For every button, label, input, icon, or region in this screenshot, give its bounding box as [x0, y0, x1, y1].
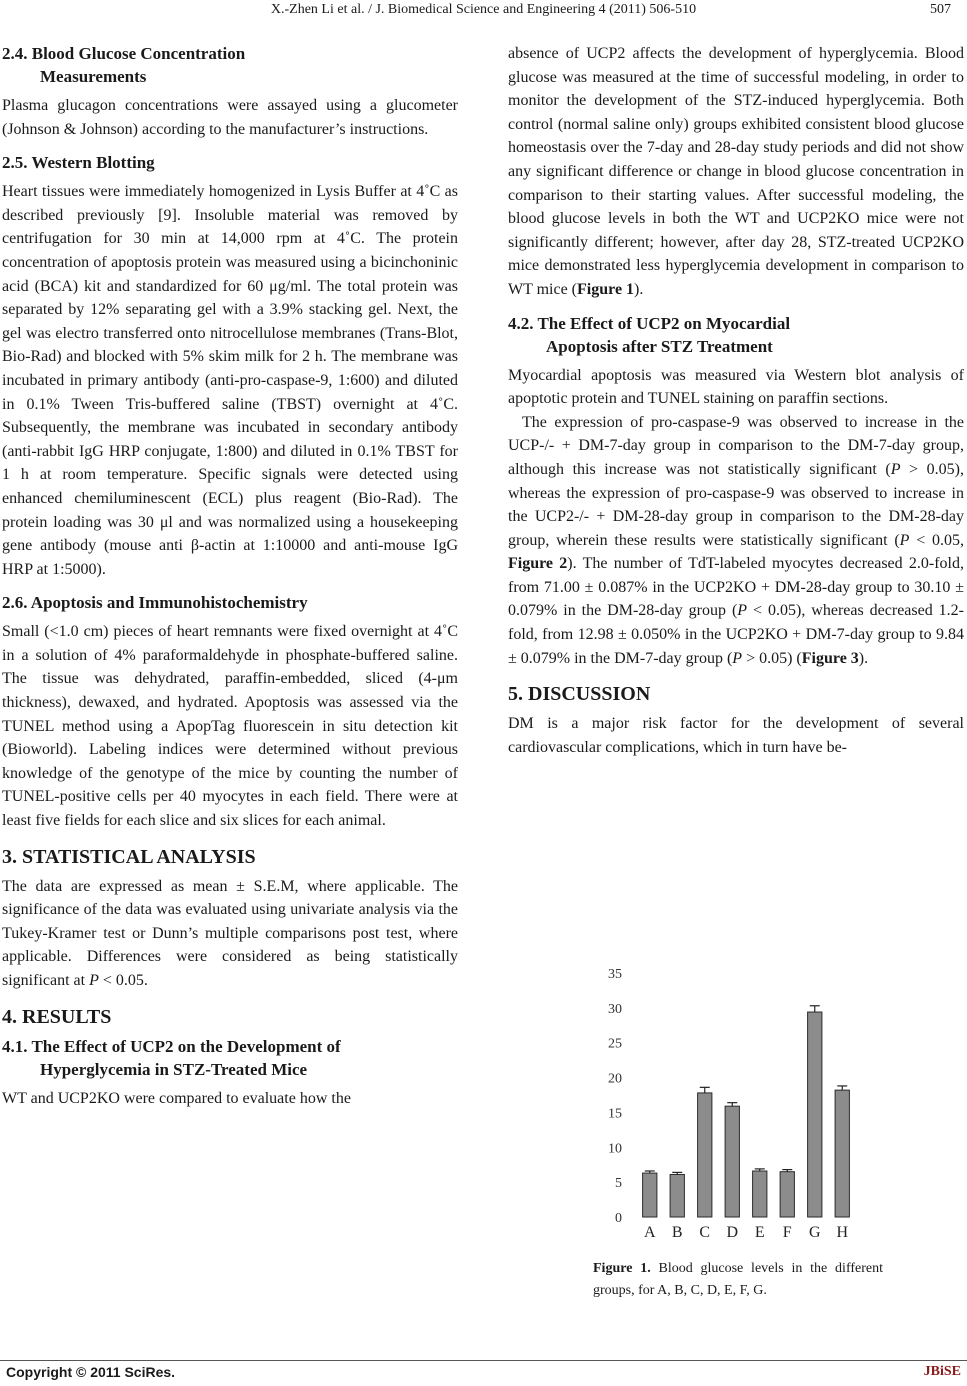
section-2-6-paragraph: Small (<1.0 cm) pieces of heart remnants were fixed overnight at 4˚C in a solution of 4% paraformaldehyde in phosphate-buffered saline. The tissue was dehydrated, paraffin-embedded, sliced (4-μm thickness), dewaxed, and hydrated. Apoptosis was assessed via the TUNEL method using a ApopTag fluorescein in situ detection kit (Bioworld). Labeling indices were determined without previous knowledge of the genotype of the mice by counting the number of TUNEL-positive cells per 40 myocytes in each field. There were at least five fields for each slice and six slices for each animal. — [2, 623, 458, 830]
section-2-5-heading: 2.5. Western Blotting — [2, 153, 155, 173]
right-column — [508, 42, 964, 759]
bar-A — [643, 1173, 657, 1217]
results-4-1-continued-paragraph: absence of UCP2 affects the development of hyperglycemia. Blood glucose was measured at the time of successful modeling, in order to monitor the development of the STZ-induced hyperglycemia. Both control (normal saline only) groups exhibited consistent blood glucose homeostasis over the 7-day and 28-day study periods and did not show any significant difference or change in blood glucose concentration in comparison to their starting values. After successful modeling, the blood glucose levels in both the WT and UCP2KO mice were not significantly different; however, after day 28, STZ-treated UCP2KO mice demonstrated less hyperglycemia development in comparison to WT mice (Figure 1). — [508, 45, 964, 298]
section-4-1-heading: 4.1. The Effect of UCP2 on the Development of Hyperglycemia in STZ-Treated Mice — [2, 1036, 341, 1079]
x-tick-label: G — [808, 1224, 821, 1241]
x-tick-label: C — [699, 1224, 711, 1241]
y-tick-label: 10 — [608, 1141, 622, 1157]
x-tick-label: D — [726, 1224, 739, 1241]
bar-E — [753, 1171, 767, 1217]
bar-G — [808, 1012, 822, 1217]
bar-F — [780, 1172, 794, 1217]
journal-abbrev: JBiSE — [923, 1364, 961, 1379]
y-tick-label: 30 — [608, 1001, 622, 1017]
y-tick-label: 25 — [608, 1036, 622, 1052]
section-5-heading: 5. DISCUSSION — [508, 683, 651, 706]
x-tick-label: H — [836, 1224, 849, 1241]
section-2-4-heading: 2.4. Blood Glucose Concentration Measurements — [2, 44, 246, 86]
y-tick-label: 0 — [615, 1211, 622, 1226]
section-3-paragraph: The data are expressed as mean ± S.E.M, where applicable. The significance of the data was evaluated using univariate analysis via the Tukey-Kramer test or Dunn’s multiple comparisons post test, where applicable. Differences were considered as being statistically significant at P < 0.05. — [2, 877, 458, 989]
section-5-paragraph: DM is a major risk factor for the development of several cardiovascular complications, which in turn have be- — [508, 715, 964, 756]
running-header-text: X.-Zhen Li et al. / J. Biomedical Science and Engineering 4 (2011) 506-510 — [270, 2, 697, 17]
left-column — [2, 42, 458, 1110]
bar-H — [835, 1090, 849, 1217]
figure-1-caption: Figure 1. Blood glucose levels in the different groups, for A, B, C, D, E, F, G. — [593, 1261, 883, 1298]
section-3-heading: 3. STATISTICAL ANALYSIS — [2, 845, 256, 868]
x-tick-label: A — [643, 1224, 656, 1241]
copyright-text: Copyright © 2011 SciRes. — [6, 1364, 176, 1380]
x-tick-label: B — [671, 1224, 683, 1241]
x-tick-label: F — [782, 1224, 792, 1241]
bar-C — [698, 1093, 712, 1217]
x-tick-label: E — [754, 1224, 765, 1241]
section-4-2-paragraph-1: Myocardial apoptosis was measured via Western blot analysis of apoptotic protein and TUNEL staining on paraffin sections. — [508, 366, 964, 408]
section-4-heading: 4. RESULTS — [2, 1005, 112, 1028]
section-2-6-heading: 2.6. Apoptosis and Immunohistochemistry — [2, 593, 308, 613]
figure-1-bar-chart — [588, 955, 878, 1245]
y-tick-label: 35 — [608, 967, 622, 982]
footer-divider — [0, 1360, 967, 1361]
section-4-2-heading: 4.2. The Effect of UCP2 on Myocardial Apoptosis after STZ Treatment — [508, 313, 791, 356]
bar-B — [670, 1174, 684, 1217]
bar-D — [725, 1106, 739, 1217]
section-2-5-paragraph: Heart tissues were immediately homogenized in Lysis Buffer at 4˚C as described previously [9]. Insoluble material was removed by centrifugation for 30 min at 14,000 rpm at 4˚C. The protein concentration of apoptosis protein was measured using a bicinchoninic acid (BCA) kit and standardized for 60 μg/ml. The total protein was separated by 12% separating gel with a 3.9% stacking gel. Next, the gel was electro transferred onto nitrocellulose membranes (Trans-Blot, Bio-Rad) and blocked with 5% skim milk for 2 h. The membrane was incubated in primary antibody (anti-pro-caspase-9, 1:600) and diluted in 0.1% Tween Tris-buffered saline (TBST) overnight at 4˚C. Subsequently, the membrane was incubated in secondary antibody (anti-rabbit IgG HRP conjugate, 1:800) and diluted in 0.1% TBST for 1 h at room temperature. Specific signals were detected using enhanced chemiluminescent (ECL) plus reagent (Bio-Rad). The protein loading was 30 μl and was normalized using a housekeeping gene antibody (mouse anti β-actin at 1:10000 and anti-mouse IgG HRP at 1:5000). — [2, 183, 458, 578]
section-2-4-paragraph: Plasma glucagon concentrations were assayed using a glucometer (Johnson & Johnson) according to the manufacturer’s instructions. — [2, 97, 458, 138]
section-4-1-paragraph: WT and UCP2KO were compared to evaluate how the — [2, 1089, 351, 1107]
section-4-2-paragraph-2: The expression of pro-caspase-9 was observed to increase in the UCP-/- + DM-7-day group in comparison to the DM-7-day group, although this increase was not statistically significant (P > 0.05), whereas the expression of pro-caspase-9 was observed to increase in the UCP2-/- + DM-28-day group in comparison to the DM-28-day group, wherein these results were statistically significant (P < 0.05, Figure 2). The number of TdT-labeled myocytes decreased 2.0-fold, from 71.00 ± 0.087% in the UCP2KO + DM-28-day group to 30.10 ± 0.079% in the DM-28-day group (P < 0.05), whereas decreased 1.2-fold, from 12.98 ± 0.050% in the UCP2KO + DM-7-day group to 9.84 ± 0.079% in the DM-7-day group (P > 0.05) (Figure 3). — [508, 413, 965, 667]
y-tick-label: 5 — [615, 1176, 622, 1192]
page-number: 507 — [930, 2, 951, 17]
y-tick-label: 15 — [608, 1106, 622, 1122]
y-tick-label: 20 — [608, 1071, 622, 1087]
